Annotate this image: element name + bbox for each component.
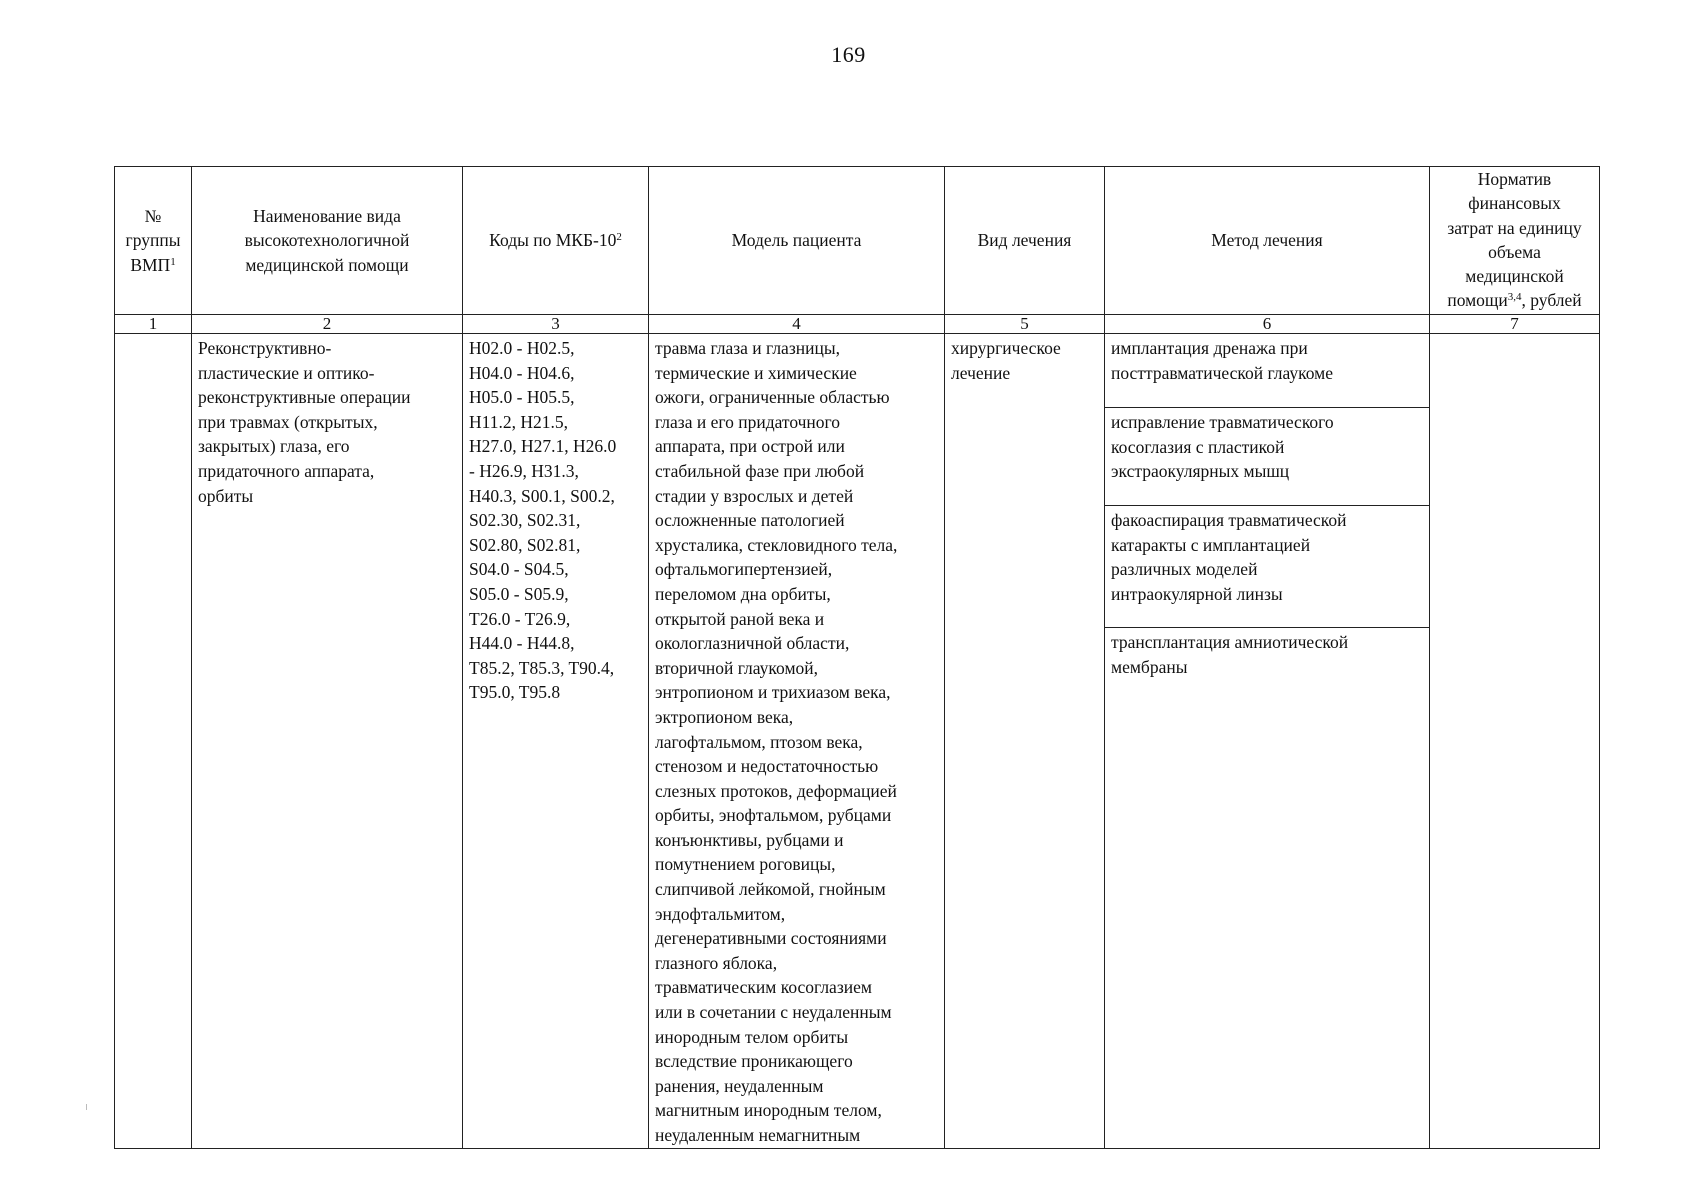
header-patient-model — [649, 167, 945, 315]
header-cost-norm-unit: , рублей — [1521, 290, 1582, 311]
method-item: исправление травматического косоглазия с пластикой экстраокулярных мышц — [1105, 408, 1429, 506]
cell-cost-norm — [1430, 334, 1600, 1149]
header-cost-norm-text: Норматив финансовых затрат на единицу объема медицинской помощи — [1447, 169, 1582, 311]
header-treatment-method — [1105, 167, 1430, 315]
methods-list — [1105, 334, 1429, 679]
footnote-ref-1: 1 — [170, 255, 176, 268]
header-treatment-type-text: Вид лечения — [977, 230, 1072, 251]
header-patient-model-text: Модель пациента — [731, 230, 862, 251]
header-icd10-codes-text: Коды по МКБ-10 — [489, 230, 617, 251]
scan-margin-mark — [86, 1104, 87, 1110]
header-cost-norm — [1430, 167, 1600, 315]
header-treatment-method-text: Метод лечения — [1211, 230, 1323, 251]
footnote-ref-2: 2 — [616, 231, 622, 244]
cell-group-number — [115, 334, 192, 1149]
column-number: 6 — [1105, 315, 1430, 334]
cell-icd10-codes: H02.0 - H02.5, H04.0 - H04.6, H05.0 - H05.5, H11.2, H21.5, H27.0, H27.1, H26.0 - H26.9, H31.3, H40.3, S00.1, S00.2, S02.30, S02.31, S02.80, S02.81, S04.0 - S04.5, S05.0 - S05.9, T26.0 - T26.9, H44.0 - H44.8, T85.2, T85.3, T90.4, T95.0, T95.8 — [463, 334, 649, 1149]
method-item: факоаспирация травматической катаракты с имплантацией различных моделей интраокулярной линзы — [1105, 506, 1429, 628]
header-group-number-text: № группы ВМП — [125, 206, 181, 275]
header-group-number — [115, 167, 192, 315]
column-number: 2 — [192, 315, 463, 334]
cell-care-type-name: Реконструктивно- пластические и оптико- реконструктивные операции при травмах (открытых, закрытых) глаза, его придаточного аппарата, орбиты — [192, 334, 463, 1149]
cell-patient-model: травма глаза и глазницы, термические и химические ожоги, ограниченные областью глаза и его придаточного аппарата, при острой или стабильной фазе при любой стадии у взрослых и детей осложненные патологией хрусталика, стекловидного тела, офтальмогипертензией, переломом дна орбиты, открытой раной века и окологлазничной области, вторичной глаукомой, энтропионом и трихиазом века, эктропионом века, лагофтальмом, птозом века, стенозом и недостаточностью слезных протоков, деформацией орбиты, энофтальмом, рубцами конъюнктивы, рубцами и помутнением роговицы, слипчивой лейкомой, гнойным эндофтальмитом, дегенеративными состояниями глазного яблока, травматическим косоглазием или в сочетании с неудаленным инородным телом орбиты вследствие проникающего ранения, неудаленным магнитным инородным телом, неудаленным немагнитным — [649, 334, 945, 1149]
column-number: 4 — [649, 315, 945, 334]
method-item: трансплантация амниотической мембраны — [1111, 632, 1349, 677]
header-treatment-type — [945, 167, 1105, 315]
page-number: 169 — [831, 42, 866, 67]
header-row — [115, 167, 1600, 315]
method-item: имплантация дренажа при посттравматической глаукоме — [1105, 334, 1429, 408]
header-icd10-codes — [463, 167, 649, 315]
column-number: 1 — [115, 315, 192, 334]
column-number-row — [115, 315, 1600, 334]
table-row — [115, 334, 1600, 1149]
header-care-type-name-text: Наименование вида высокотехнологичной медицинской помощи — [244, 206, 410, 275]
header-care-type-name — [192, 167, 463, 315]
cell-treatment-methods — [1105, 334, 1430, 1149]
column-number: 3 — [463, 315, 649, 334]
cell-treatment-type: хирургическое лечение — [945, 334, 1105, 1149]
column-number: 7 — [1430, 315, 1600, 334]
column-number: 5 — [945, 315, 1105, 334]
footnote-ref-3-4: 3,4 — [1507, 291, 1522, 304]
vmp-table — [114, 166, 1600, 1149]
